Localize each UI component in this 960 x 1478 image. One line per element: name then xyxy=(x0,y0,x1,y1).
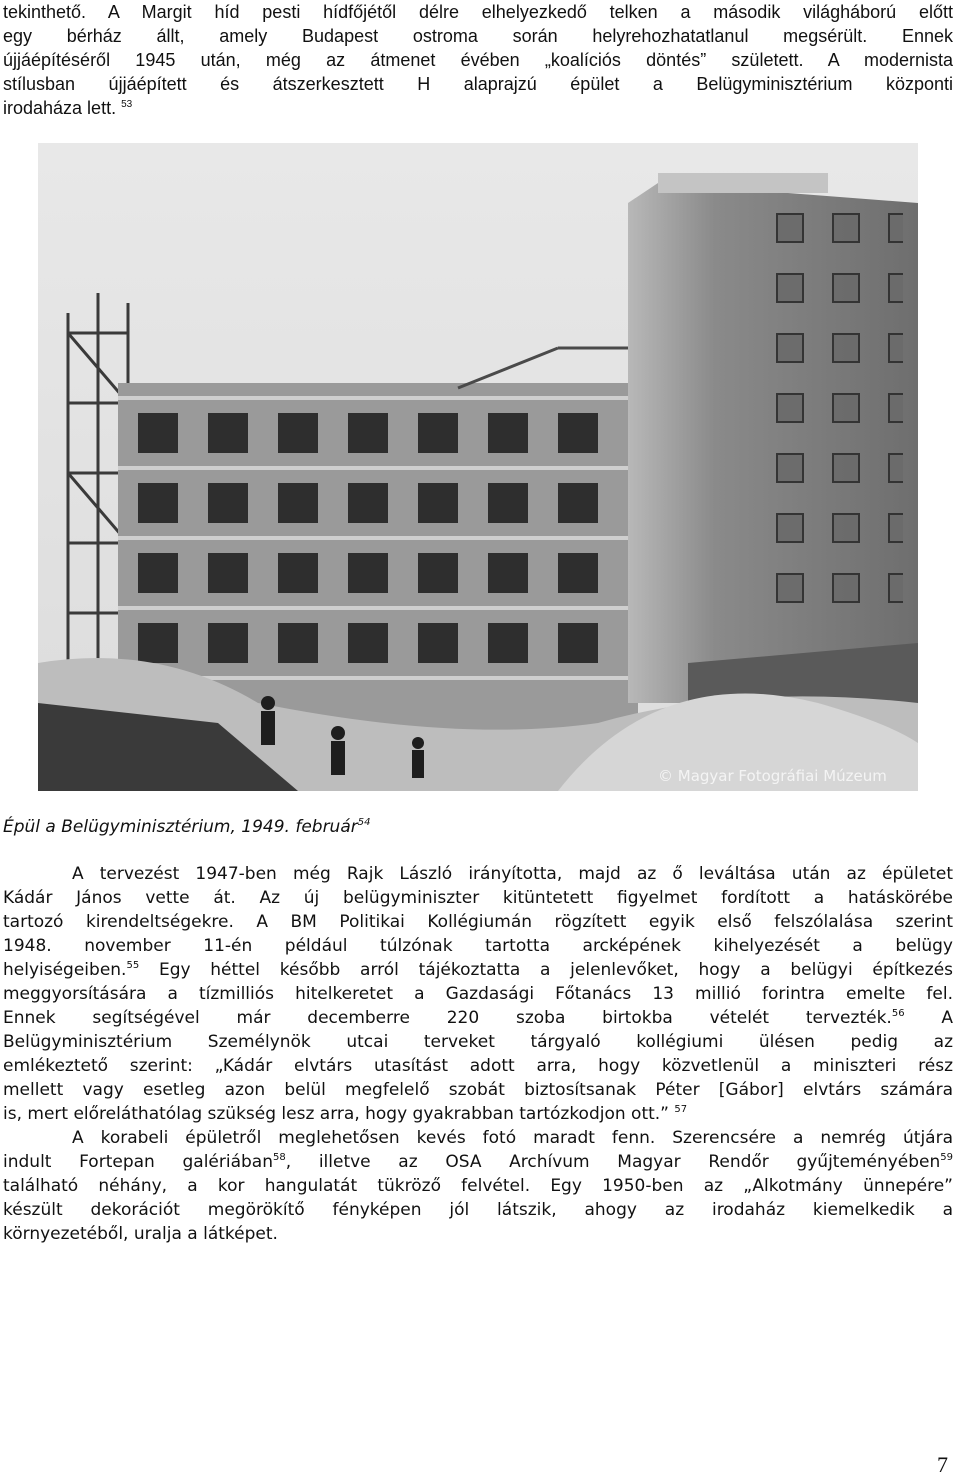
body-p1-line-8: Belügyminisztérium Személynök utcai terveket tárgyaló kollégiumi ülésen pedig az xyxy=(3,1032,953,1052)
intro-line-2: egy bérház állt, amely Budapest ostroma során helyrehozhatatlanul megsérült. Ennek xyxy=(3,26,953,46)
body-p1-line-1: A tervezést 1947-ben még Rajk László irányította, majd az ő leváltása után az épületet xyxy=(72,864,953,884)
body-p1-line-6: meggyorsítására a tízmilliós hitelkeretet a Gazdasági Főtanács 13 millió forintra emelte fel. xyxy=(3,984,953,1004)
body-p1-line-5b: Egy héttel később arról tájékoztatta a jelenlevőket, hogy a belügyi építkezés xyxy=(158,960,954,980)
construction-photo xyxy=(38,143,918,791)
footnote-ref-53: 53 xyxy=(121,99,133,110)
body-p2-line-4: készült dekorációt megörökítő fényképen jól látszik, ahogy az irodaház kiemelkedik a xyxy=(3,1200,953,1220)
footnote-ref-57: 57 xyxy=(674,1104,688,1115)
body-p1-line-3: tartozó kirendeltségekre. A BM Politikai Kollégiumán rögzített egyik első felszólalása szerint xyxy=(3,912,953,932)
body-p2-line-2 xyxy=(3,1152,953,1172)
photo-watermark: © Magyar Fotográfiai Múzeum xyxy=(658,767,887,785)
intro-line-5-text: irodaháza lett. xyxy=(3,98,117,118)
page-number: 7 xyxy=(937,1452,948,1477)
intro-line-5 xyxy=(3,98,953,119)
body-p2-line-5: környezetéből, uralja a látképet. xyxy=(3,1224,278,1244)
body-p1-line-7a: Ennek segítségével már decemberre 220 szoba birtokba vételét tervezték. xyxy=(3,1008,892,1028)
intro-line-4: stílusban újjáépített és átszerkesztett H alaprajzú épület a Belügyminisztérium központi xyxy=(3,74,953,94)
body-p1-line-5a: helyiségeiben. xyxy=(3,960,127,980)
footnote-ref-58: 58 xyxy=(273,1152,286,1163)
body-p1-line-11a: is, mert előreláthatólag szükség lesz arra, hogy gyakrabban tartózkodjon ott.” xyxy=(3,1104,669,1124)
footnote-ref-59: 59 xyxy=(940,1152,954,1163)
intro-line-1: tekinthető. A Margit híd pesti hídfőjétől délre elhelyezkedő telken a második világháború előtt xyxy=(3,2,953,22)
intro-line-3: újjáépítéséről 1945 után, még az átmenet évében „koalíciós döntés” született. A modernista xyxy=(3,50,953,70)
body-p1-line-11 xyxy=(3,1104,953,1124)
body-p2-line-2b: , illetve az OSA Archívum Magyar Rendőr gyűjteményében xyxy=(285,1152,941,1172)
body-p1-line-5 xyxy=(3,960,953,980)
caption-text: Épül a Belügyminisztérium, 1949. február xyxy=(3,817,358,837)
body-p1-line-9: emlékeztető szerint: „Kádár elvtárs utasítást adott arra, hogy közvetlenül a miniszteri rész xyxy=(3,1056,953,1076)
footnote-ref-56: 56 xyxy=(891,1008,905,1019)
footnote-ref-54: 54 xyxy=(357,817,371,828)
body-p2-line-3: található néhány, a kor hangulatát tükröző felvétel. Egy 1950-ben az „Alkotmány ünnepére” xyxy=(3,1176,953,1196)
body-p1-line-2: Kádár János vette át. Az új belügyminiszter kitüntetett figyelmet fordított a hatáskörébe xyxy=(3,888,953,908)
body-p1-line-10: mellett vagy esetleg azon belül megfelelő szobát biztosítsanak Péter [Gábor] elvtárs számára xyxy=(3,1080,953,1100)
photo-caption xyxy=(3,817,953,837)
body-p1-line-7b: A xyxy=(941,1008,954,1028)
body-p2-line-2a: indult Fortepan galériában xyxy=(3,1152,273,1172)
body-p1-line-7 xyxy=(3,1008,953,1028)
footnote-ref-55: 55 xyxy=(126,960,140,971)
body-p2-line-1: A korabeli épületről meglehetősen kevés fotó maradt fenn. Szerencsére a nemrég útjára xyxy=(72,1128,953,1148)
body-p1-line-4: 1948. november 11-én például túlzónak tartotta arcképének kihelyezését a belügy xyxy=(3,936,953,956)
